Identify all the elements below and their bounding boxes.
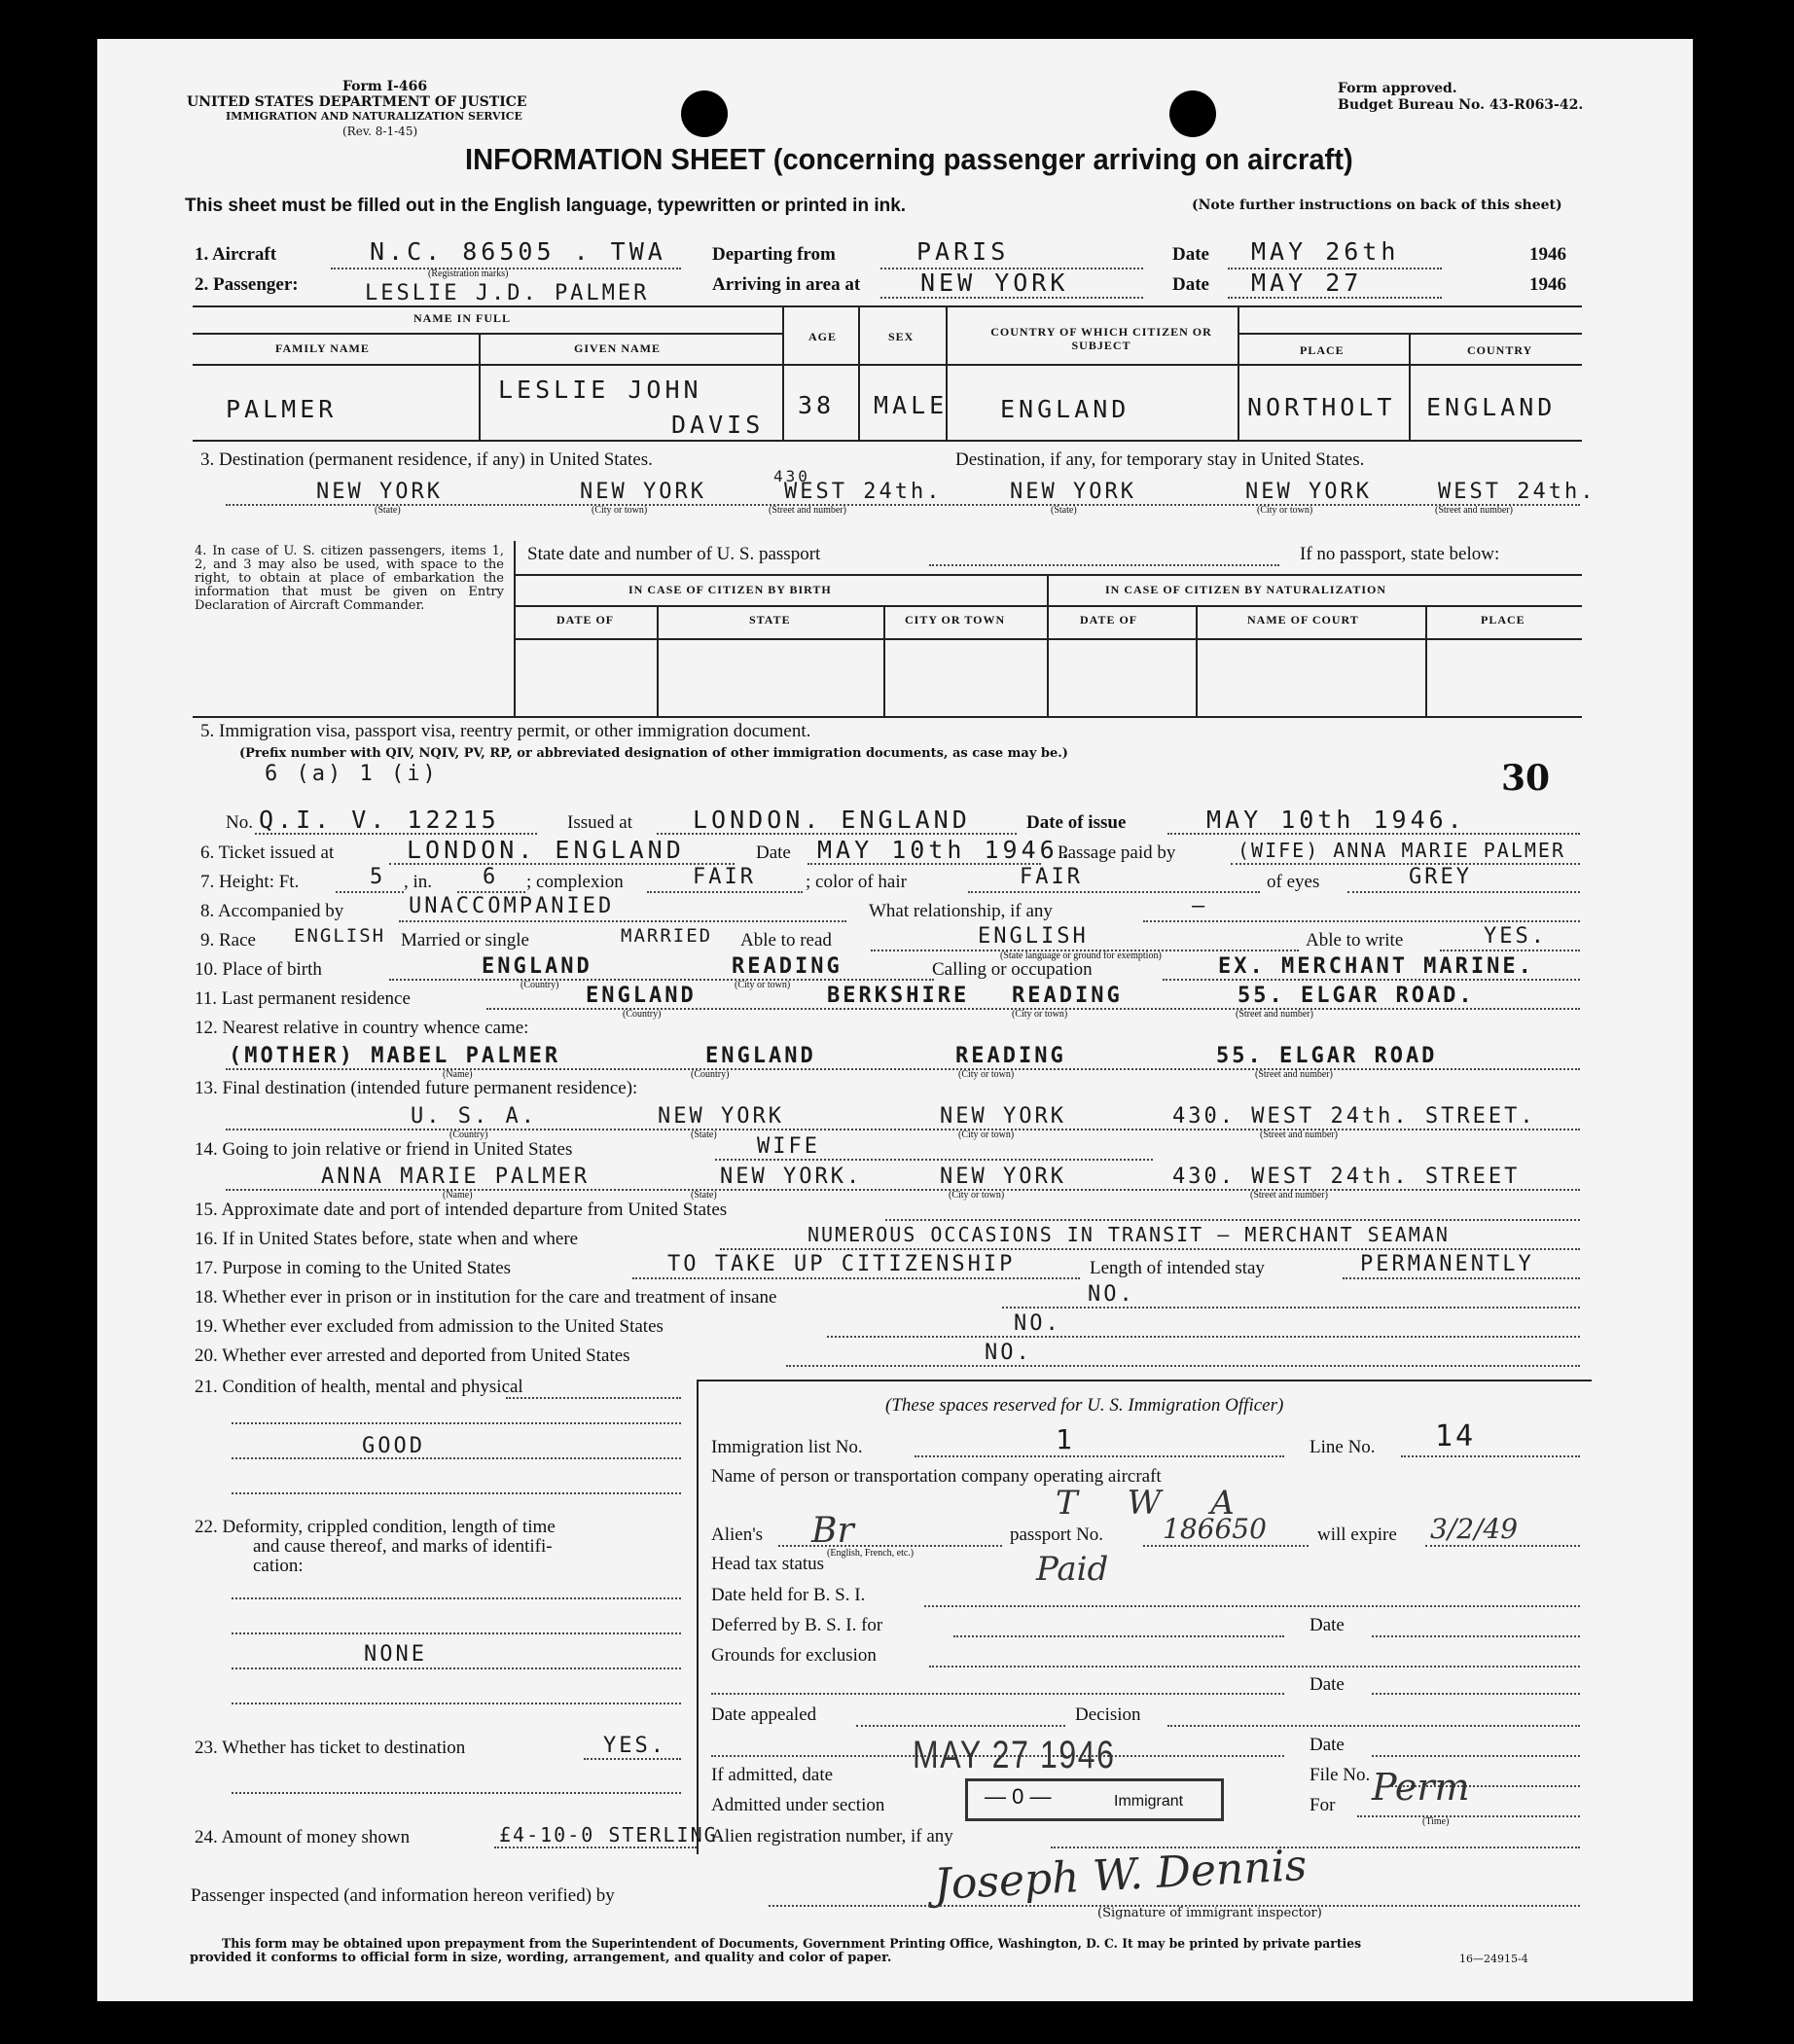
passenger-label: 2. Passenger:: [195, 274, 299, 295]
alien-registration-label: Alien registration number, if any: [711, 1826, 953, 1847]
footer-line-1: This form may be obtained upon prepayment from the Superintendent of Documents, Government Printing Office, Washington, D. C. It may be printed by private parties: [222, 1937, 1362, 1952]
issued-at: LONDON. ENGLAND: [693, 806, 971, 834]
birth-country: ENGLAND: [482, 954, 592, 979]
immigration-doc-label: 5. Immigration visa, passport visa, reentry permit, or other immigration document.: [200, 721, 811, 741]
year2: 1946: [1529, 274, 1566, 295]
expire-label: will expire: [1317, 1524, 1397, 1545]
citizen-instructions: 4. In case of U. S. citizen passengers, items 1, 2, and 3 may also be used, with space to the right, to obtain at place of embarkation the information that must be given on Entry Declaration of Aircraft Commander.: [195, 544, 504, 613]
birth-city: READING: [732, 954, 843, 979]
dest-city: NEW YORK: [580, 480, 706, 504]
join-street: 430. WEST 24th. STREET: [1172, 1165, 1521, 1189]
arriving-label: Arriving in area at: [712, 274, 861, 295]
appealed-label: Date appealed: [711, 1704, 817, 1725]
ticket-date-label: Date: [756, 843, 791, 863]
name-in-full-caption: NAME IN FULL: [413, 311, 512, 325]
immigration-list-label: Immigration list No.: [711, 1437, 863, 1457]
join-name: ANNA MARIE PALMER: [321, 1165, 591, 1189]
relative-city: READING: [955, 1044, 1066, 1068]
date-of-issue: MAY 10th 1946.: [1206, 806, 1466, 834]
relative-name: (MOTHER) MABEL PALMER: [229, 1044, 561, 1068]
relationship-label: What relationship, if any: [869, 901, 1053, 921]
embark-country-header: COUNTRY: [1467, 343, 1533, 357]
approved: Form approved.: [1338, 81, 1457, 96]
ticket-date: MAY 10th 1946.: [817, 836, 1077, 864]
caption-street: (Street and number): [1260, 1130, 1338, 1140]
registration-caption: (Registration marks): [428, 269, 509, 279]
previous-visit-label: 16. If in United States before, state when and where: [195, 1229, 579, 1249]
decision-label: Decision: [1075, 1704, 1141, 1725]
birth-state-header: STATE: [749, 613, 791, 627]
given-name-2: DAVIS: [671, 411, 765, 439]
accompanied: UNACCOMPANIED: [409, 894, 615, 918]
caption-city: (City or town): [1257, 505, 1313, 516]
date2-label: Date: [1172, 274, 1209, 295]
read-label: Able to read: [740, 930, 832, 950]
deported: NO.: [985, 1341, 1032, 1365]
caption-name: (Name): [443, 1190, 473, 1201]
officer-title: (These spaces reserved for U. S. Immigration Officer): [885, 1395, 1284, 1416]
page-number: 30: [1501, 758, 1551, 799]
birthplace-label: 10. Place of birth: [195, 959, 322, 980]
final-city: NEW YORK: [940, 1104, 1066, 1129]
join-city: NEW YORK: [940, 1165, 1066, 1189]
height-ft: 5: [370, 865, 386, 889]
caption-state: (State): [1051, 505, 1077, 516]
issued-at-label: Issued at: [567, 812, 633, 833]
revision: (Rev. 8-1-45): [342, 125, 418, 138]
caption-country: (Country): [623, 1009, 662, 1020]
head-tax-label: Head tax status: [711, 1554, 825, 1574]
excluded-label: 19. Whether ever excluded from admission to the United States: [195, 1316, 664, 1337]
caption-city: (City or town): [949, 1190, 1005, 1201]
footer-code: 16—24915-4: [1459, 1953, 1528, 1965]
departing-label: Departing from: [712, 244, 836, 265]
section-stamp-number: — 0 —: [985, 1784, 1052, 1809]
caption-street: (Street and number): [1250, 1190, 1328, 1201]
budget-bureau: Budget Bureau No. 43-R063-42.: [1338, 97, 1584, 113]
visa-code: 6 (a) 1 (i): [265, 762, 439, 786]
date1-value: MAY 26th: [1251, 237, 1400, 266]
health-label: 21. Condition of health, mental and physical: [195, 1377, 523, 1397]
date-of-issue-label: Date of issue: [1026, 812, 1127, 833]
previous-visit: NUMEROUS OCCASIONS IN TRANSIT — MERCHANT SEAMAN: [807, 1223, 1450, 1246]
final-street: 430. WEST 24th. STREET.: [1172, 1104, 1536, 1129]
arriving-value: NEW YORK: [920, 269, 1069, 297]
caption-country: (Country): [520, 980, 559, 990]
aliens-caption: (English, French, etc.): [827, 1548, 915, 1559]
deferred-label: Deferred by B. S. I. for: [711, 1615, 883, 1635]
passage-paid-by: (WIFE) ANNA MARIE PALMER: [1238, 839, 1565, 862]
caption-state: (State): [691, 1190, 717, 1201]
departure-label: 15. Approximate date and port of intended departure from United States: [195, 1200, 728, 1220]
married-label: Married or single: [401, 930, 529, 950]
date1-label: Date: [1172, 244, 1209, 265]
hair-label: ; color of hair: [806, 872, 907, 892]
footer-line-2: provided it conforms to official form in size, wording, arrangement, and quality and color of paper.: [190, 1951, 892, 1965]
eyes-label: of eyes: [1267, 872, 1320, 892]
country-header: COUNTRY OF WHICH CITIZEN OR SUBJECT: [990, 325, 1212, 352]
caption-street: (Street and number): [1435, 505, 1513, 516]
occupation-label: Calling or occupation: [932, 959, 1093, 980]
company: T W A: [1056, 1484, 1254, 1523]
section-stamp-type: Immigrant: [1114, 1793, 1184, 1810]
purpose-label: 17. Purpose in coming to the United States: [195, 1258, 512, 1278]
read-caption: (State language or ground for exemption): [1000, 950, 1162, 961]
stay-label: Length of intended stay: [1090, 1258, 1265, 1278]
file-no-label: File No.: [1310, 1765, 1371, 1785]
ticket-destination: YES.: [603, 1734, 666, 1758]
company-label: Name of person or transportation company operating aircraft: [711, 1466, 1162, 1487]
for-value: Perm: [1372, 1766, 1470, 1809]
caption-street: (Street and number): [769, 505, 846, 516]
embark-country: ENGLAND: [1426, 393, 1557, 421]
hair: FAIR: [1020, 865, 1083, 889]
residence-state: BERKSHIRE: [827, 984, 970, 1008]
prison-label: 18. Whether ever in prison or in institution for the care and treatment of insane: [195, 1287, 777, 1308]
form-number: Form I-466: [342, 79, 428, 94]
deported-label: 20. Whether ever arrested and deported from United States: [195, 1345, 630, 1366]
eyes: GREY: [1409, 865, 1472, 889]
age-value: 38: [798, 391, 836, 419]
stay: PERMANENTLY: [1360, 1252, 1534, 1276]
instruction: This sheet must be filled out in the English language, typewritten or printed in ink.: [185, 196, 907, 216]
family-name-header: FAMILY NAME: [275, 341, 370, 355]
deformity-label-1: 22. Deformity, crippled condition, length of time: [195, 1517, 556, 1537]
passage-paid-label: Passage paid by: [1058, 843, 1176, 863]
temp-dest-state: NEW YORK: [1010, 480, 1136, 504]
excluded: NO.: [1014, 1311, 1061, 1336]
write-label: Able to write: [1306, 930, 1404, 950]
for-label: For: [1310, 1795, 1336, 1815]
dest-street: WEST 24th.: [784, 480, 943, 504]
complexion: FAIR: [693, 865, 756, 889]
complexion-label: ; complexion: [526, 872, 624, 892]
date-label: Date: [1310, 1674, 1345, 1695]
ticket-issued-label: 6. Ticket issued at: [200, 843, 335, 863]
signature-caption: (Signature of immigrant inspector): [1097, 1906, 1322, 1920]
money-label: 24. Amount of money shown: [195, 1827, 411, 1847]
caption-city: (City or town): [735, 980, 791, 990]
bsi-label: Date held for B. S. I.: [711, 1585, 866, 1605]
dest-street-number: 430: [773, 467, 810, 485]
departing-value: PARIS: [916, 237, 1010, 266]
date-label: Date: [1310, 1735, 1345, 1755]
punch-hole: [1169, 90, 1216, 137]
deformity-label-2: and cause thereof, and marks of identifi-: [253, 1536, 553, 1557]
caption-country: (Country): [691, 1069, 730, 1080]
final-country: U. S. A.: [411, 1104, 537, 1129]
page-title: INFORMATION SHEET (concerning passenger arriving on aircraft): [465, 142, 1353, 176]
immigration-list-no: 1: [1056, 1423, 1075, 1455]
residence-country: ENGLAND: [586, 984, 697, 1008]
health: GOOD: [362, 1434, 425, 1458]
punch-hole: [681, 90, 728, 137]
aircraft-label: 1. Aircraft: [195, 244, 277, 265]
deformity-label-3: cation:: [253, 1556, 304, 1576]
citizen-naturalization-header: IN CASE OF CITIZEN BY NATURALIZATION: [1105, 583, 1387, 596]
admitted-date-stamp: MAY 27 1946: [913, 1734, 1116, 1776]
no-passport-label: If no passport, state below:: [1300, 544, 1500, 564]
head-tax: Paid: [1036, 1550, 1109, 1589]
nat-court-header: NAME OF COURT: [1247, 613, 1359, 627]
caption-name: (Name): [443, 1069, 473, 1080]
line-no-label: Line No.: [1310, 1437, 1376, 1457]
aircraft-value: N.C. 86505 . TWA: [370, 237, 666, 266]
ticket-issued-at: LONDON. ENGLAND: [407, 836, 685, 864]
prison: NO.: [1088, 1282, 1135, 1307]
family-name: PALMER: [226, 395, 338, 423]
caption-street: (Street and number): [1236, 1009, 1313, 1020]
note: (Note further instructions on back of this sheet): [1192, 197, 1562, 213]
married: MARRIED: [621, 925, 713, 947]
temp-destination-label: Destination, if any, for temporary stay in United States.: [955, 449, 1365, 470]
place-header: PLACE: [1300, 343, 1345, 357]
sex-header: SEX: [888, 330, 915, 343]
date-label: Date: [1310, 1615, 1345, 1635]
us-passport-label: State date and number of U. S. passport: [527, 544, 821, 564]
inspector-signature: Joseph W. Dennis: [932, 1841, 1309, 1910]
caption-state: (State): [691, 1130, 717, 1140]
caption-state: (State): [375, 505, 401, 516]
residence-city: READING: [1012, 984, 1123, 1008]
temp-dest-city: NEW YORK: [1245, 480, 1372, 504]
passport-no-label: passport No.: [1010, 1524, 1104, 1545]
relative-street: 55. ELGAR ROAD: [1216, 1044, 1438, 1068]
citizen-country: ENGLAND: [1000, 395, 1130, 423]
immigration-doc-sub: (Prefix number with QIV, NQIV, PV, RP, or abbreviated designation of other immigration documents, as case may be.): [239, 746, 1068, 761]
join-relative-label: 14. Going to join relative or friend in United States: [195, 1139, 573, 1160]
expire: 3/2/49: [1430, 1513, 1519, 1545]
nat-place-header: PLACE: [1481, 613, 1525, 627]
given-name-header: GIVEN NAME: [574, 341, 662, 355]
department: UNITED STATES DEPARTMENT OF JUSTICE: [187, 94, 527, 110]
destination-label: 3. Destination (permanent residence, if any) in United States.: [200, 449, 653, 470]
inspected-label: Passenger inspected (and information hereon verified) by: [191, 1885, 615, 1906]
height-in-label: , in.: [404, 872, 433, 892]
nat-date-header: DATE OF: [1080, 613, 1138, 627]
caption-city: (City or town): [592, 505, 648, 516]
line-no: 14: [1435, 1419, 1477, 1453]
height-in: 6: [483, 865, 499, 889]
grounds-label: Grounds for exclusion: [711, 1645, 877, 1666]
aliens-value: Br: [811, 1511, 854, 1551]
age-header: AGE: [808, 330, 838, 343]
admitted-date-label: If admitted, date: [711, 1765, 834, 1785]
deformity: NONE: [364, 1642, 427, 1667]
relative-country: ENGLAND: [705, 1044, 816, 1068]
occupation: EX. MERCHANT MARINE.: [1218, 954, 1534, 979]
read: ENGLISH: [978, 924, 1089, 949]
sex-value: MALE: [874, 391, 949, 419]
passport-no: 186650: [1163, 1513, 1267, 1545]
aliens-label: Alien's: [711, 1524, 764, 1545]
race-label: 9. Race: [200, 930, 256, 950]
height-label: 7. Height: Ft.: [200, 872, 300, 892]
citizen-birth-header: IN CASE OF CITIZEN BY BIRTH: [628, 583, 832, 596]
birth-city-header: CITY OR TOWN: [905, 613, 1006, 627]
ticket-destination-label: 23. Whether has ticket to destination: [195, 1738, 466, 1758]
year1: 1946: [1529, 244, 1566, 265]
birth-date-header: DATE OF: [556, 613, 615, 627]
admitted-section-label: Admitted under section: [711, 1795, 885, 1815]
residence-street: 55. ELGAR ROAD.: [1238, 984, 1475, 1008]
write: YES.: [1484, 924, 1547, 949]
join-state: NEW YORK.: [720, 1165, 863, 1189]
doc-no: Q.I. V. 12215: [259, 806, 500, 834]
caption-city: (City or town): [958, 1130, 1015, 1140]
passenger-value: LESLIE J.D. PALMER: [365, 281, 650, 305]
caption-street: (Street and number): [1255, 1069, 1333, 1080]
time-caption: (Time): [1422, 1816, 1450, 1827]
date2-value: MAY 27: [1251, 269, 1363, 297]
dest-state: NEW YORK: [316, 480, 443, 504]
relationship: —: [1192, 894, 1208, 918]
embark-place: NORTHOLT: [1247, 393, 1396, 421]
join-relationship: WIFE: [757, 1134, 820, 1159]
final-destination-label: 13. Final destination (intended future permanent residence):: [195, 1078, 638, 1098]
nearest-relative-label: 12. Nearest relative in country whence came:: [195, 1018, 529, 1038]
service: IMMIGRATION AND NATURALIZATION SERVICE: [226, 110, 522, 123]
last-residence-label: 11. Last permanent residence: [195, 988, 411, 1009]
caption-city: (City or town): [1012, 1009, 1068, 1020]
caption-city: (City or town): [958, 1069, 1015, 1080]
given-name-1: LESLIE JOHN: [498, 376, 702, 404]
accompanied-label: 8. Accompanied by: [200, 901, 344, 921]
caption-country: (Country): [449, 1130, 488, 1140]
temp-dest-street: WEST 24th.: [1438, 480, 1597, 504]
money: £4-10-0 STERLING: [499, 1823, 718, 1847]
doc-no-label: No.: [226, 812, 253, 833]
purpose: TO TAKE UP CITIZENSHIP: [667, 1252, 1016, 1276]
final-state: NEW YORK: [658, 1104, 784, 1129]
race: ENGLISH: [294, 925, 386, 947]
